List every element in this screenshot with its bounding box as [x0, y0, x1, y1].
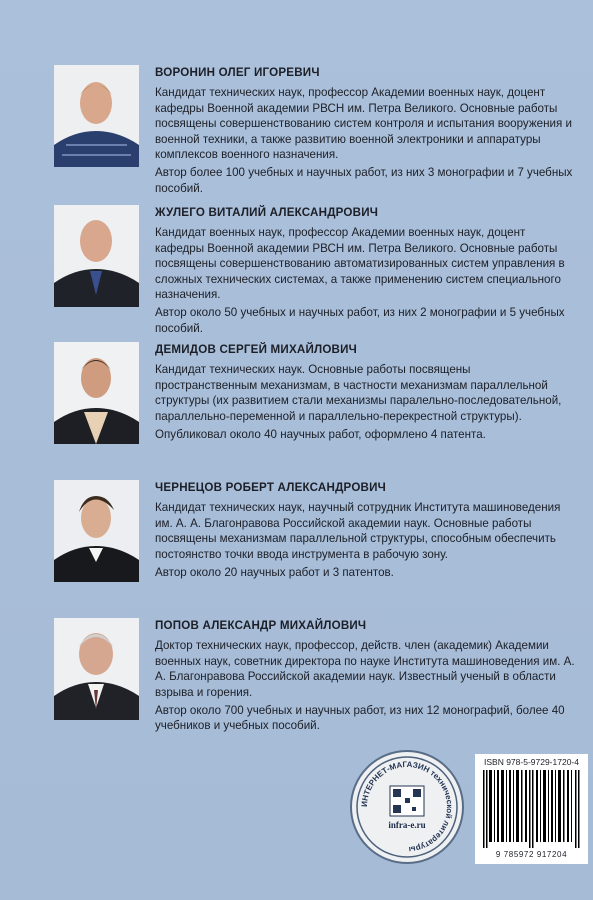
author-photo [54, 480, 139, 582]
stamp-logo-icon [352, 752, 462, 862]
author-bio: Кандидат технических наук. Основные работы посвящены пространственным механизмам, в частности механизмам параллельной структуры (их развитием стали механизмы паралельно-последовательной, параллельно-переменной и параллельно-перекрестной структуры). [155, 363, 562, 423]
author-photo [54, 618, 139, 720]
author-works: Автор около 20 научных работ и 3 патентов. [155, 566, 394, 580]
author-name: ВОРОНИН ОЛЕГ ИГОРЕВИЧ [155, 66, 320, 79]
author-name: ЖУЛЕГО ВИТАЛИЙ АЛЕКСАНДРОВИЧ [155, 206, 379, 219]
author-name: ДЕМИДОВ СЕРГЕЙ МИХАЙЛОВИЧ [155, 343, 357, 356]
stamp-arc-text: ИНТЕРНЕТ-МАГАЗИН технической литературы [359, 759, 455, 855]
portrait-image [54, 342, 139, 444]
portrait-image [54, 65, 139, 167]
isbn-label: ISBN 978-5-9729-1720-4 [484, 757, 579, 767]
author-photo [54, 342, 139, 444]
barcode-icon [481, 770, 582, 848]
isbn-block [475, 754, 588, 864]
author-name: ПОПОВ АЛЕКСАНДР МИХАЙЛОВИЧ [155, 619, 367, 632]
author-bio: Кандидат военных наук, профессор Академии военных наук, доцент кафедры Военной академии РВСН им. Петра Великого. Основные работы посвящены совершенствованию автоматизированных систем управления в сложных технических системах, а также применению систем специального назначения. [155, 226, 565, 302]
portrait-image [54, 480, 139, 582]
portrait-image [54, 205, 139, 307]
author-bio: Кандидат технических наук, научный сотрудник Института машиноведения им. А. А. Благонравова Российской академии наук. Основные работы посвящены механизмам параллельной структуры, способным обеспечить постоянство точки ввода инструмента в рабочую зону. [155, 501, 561, 561]
publisher-block [350, 750, 580, 890]
barcode-number: 9 785972 917204 [495, 850, 568, 859]
author-photo [54, 205, 139, 307]
author-bio: Доктор технических наук, профессор, действ. член (академик) Академии военных наук, советник директора по науке Института машиноведения им. А. А. Благонравова Российской академии наук. Известный ученый в области взрыва и горения. [155, 639, 575, 699]
author-works: Автор более 100 учебных и научных работ, из них 3 монографии и 7 учебных пособий. [155, 166, 573, 195]
author-photo [54, 65, 139, 167]
author-works: Автор около 700 учебных и научных работ, из них 12 монографий, более 40 учебников и учебных пособий. [155, 704, 565, 733]
publisher-stamp [350, 750, 464, 864]
author-works: Опубликовал около 40 научных работ, оформлено 4 патента. [155, 428, 486, 442]
author-bio: Кандидат технических наук, профессор Академии военных наук, доцент кафедры Военной академии РВСН им. Петра Великого. Основные работы посвящены совершенствованию систем контроля и испытания вооружения и военной техники, а также развитию военной электроники и аппаратуры комплексов военного назначения. [155, 86, 572, 162]
stamp-site: infra-e.ru [388, 820, 426, 830]
author-name: ЧЕРНЕЦОВ РОБЕРТ АЛЕКСАНДРОВИЧ [155, 481, 386, 494]
portrait-image [54, 618, 139, 720]
author-works: Автор около 50 учебных и научных работ, из них 2 монографии и 5 учебных пособий. [155, 306, 565, 335]
